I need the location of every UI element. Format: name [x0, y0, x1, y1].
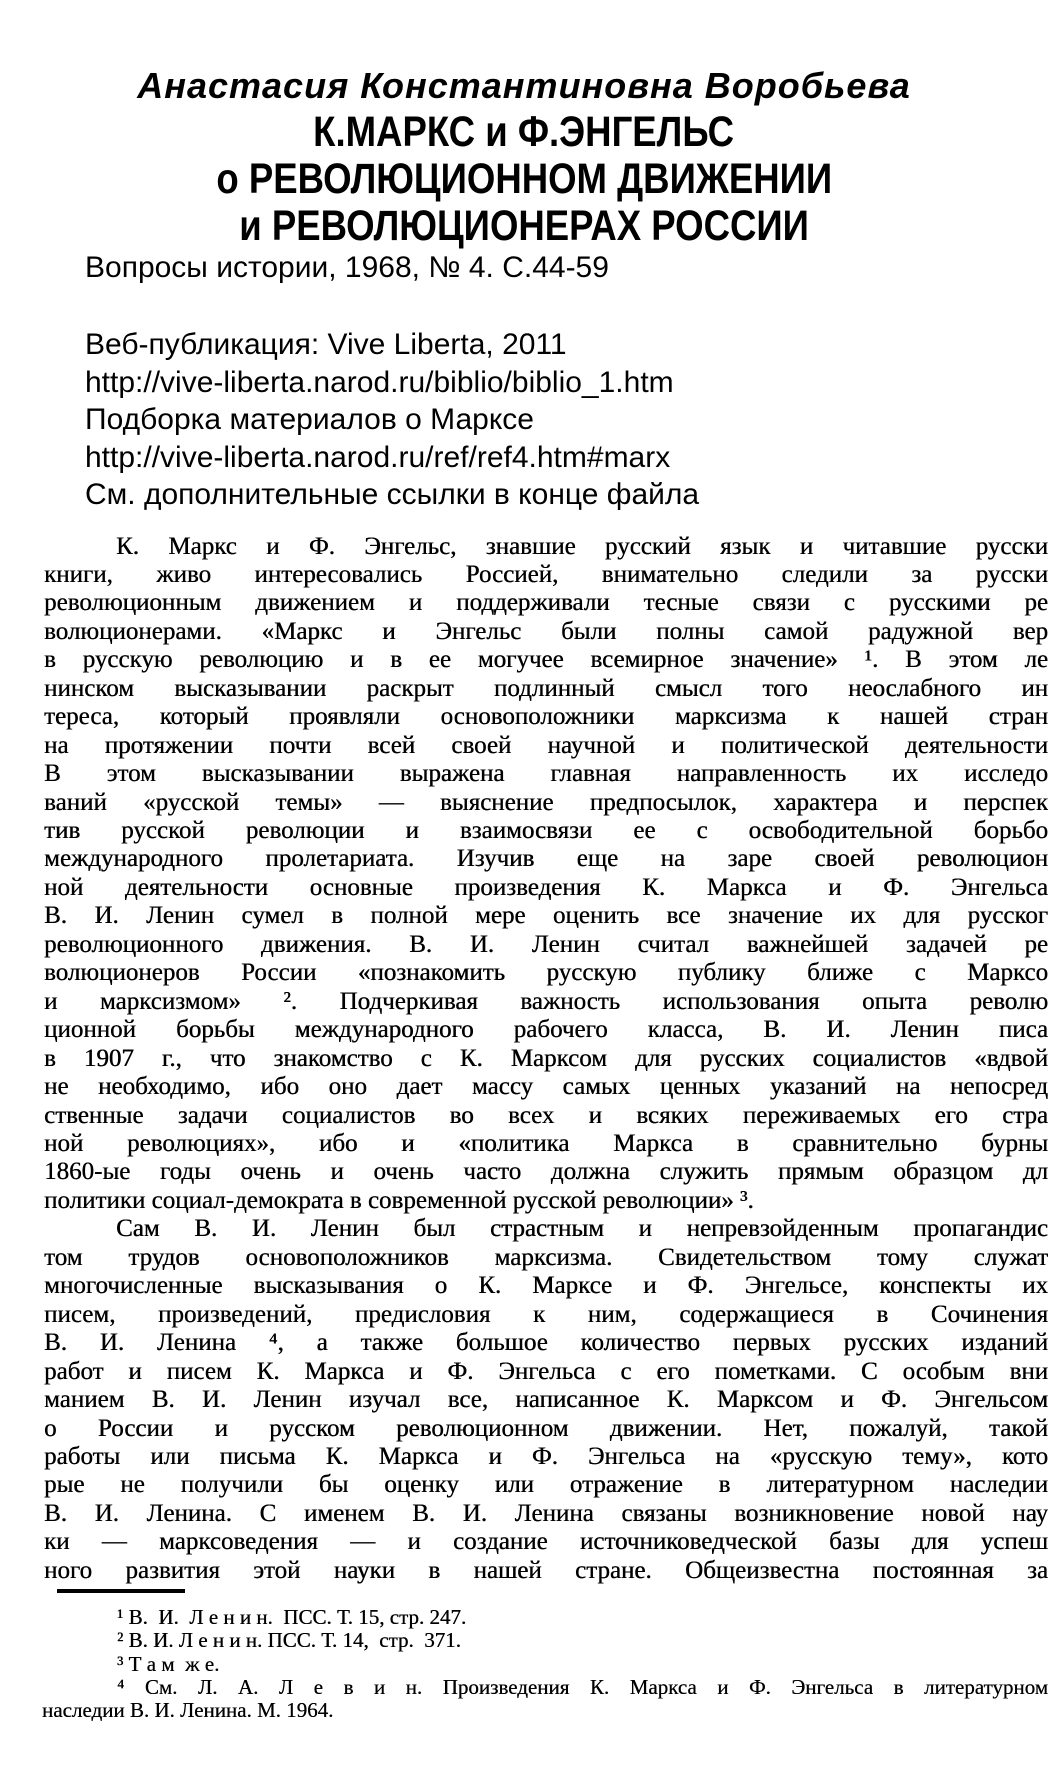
article-line: 1860-ые годы очень и очень часто должна служить прямым образцом дл — [44, 1158, 1048, 1186]
article-line: В. И. Ленин сумел в полной мере оценить все значение их для русског — [44, 902, 1048, 930]
footnote-separator — [57, 1589, 185, 1593]
article-line: и марксизмом» ². Подчеркивая важность использования опыта револю — [44, 987, 1048, 1015]
article-line: в русскую революцию и в ее могучее всемирное значение» ¹. В этом ле — [44, 646, 1048, 674]
webpub-line: http://vive-liberta.narod.ru/biblio/biblio_1.htm — [85, 365, 674, 399]
article-line: революционным движением и поддерживали тесные связи с русскими ре — [44, 589, 1048, 617]
source-citation: Вопросы истории, 1968, № 4. С.44-59 — [85, 251, 609, 284]
article-line: книги, живо интересовались Россией, внимательно следили за русски — [44, 560, 1048, 588]
article-line: К. Маркс и Ф. Энгельс, знавшие русский язык и читавшие русски — [116, 532, 1048, 560]
article-line: о России и русском революционном движении. Нет, пожалуй, такой — [44, 1414, 1048, 1442]
article-line: писем, произведений, предисловия к ним, содержащиеся в Сочинения — [44, 1300, 1048, 1328]
article-line: ного развития этой науки в нашей стране. Общеизвестна постоянная за — [44, 1556, 1048, 1584]
article-line: ной деятельности основные произведения К. Маркса и Ф. Энгельса — [44, 873, 1048, 901]
title-line-1 — [0, 109, 1048, 156]
article-line: ки — марксоведения — и создание источниковедческой базы для успеш — [44, 1528, 1048, 1556]
footnote-line: ⁴ См. Л. А. Л е в и н. Произведения К. Маркса и Ф. Энгельса в литературном — [117, 1674, 1048, 1699]
title-line-2 — [0, 156, 1048, 203]
footnotes-block — [42, 1606, 1048, 1722]
article-line: ционной борьбы международного рабочего класса, В. И. Ленин писа — [44, 1016, 1048, 1044]
article-line: международного пролетариата. Изучив еще на заре своей революцион — [44, 845, 1048, 873]
article-line: ной революциях», ибо и «политика Маркса в сравнительно бурны — [44, 1130, 1048, 1158]
title-line-3 — [0, 203, 1048, 250]
article-line: ваний «русской темы» — выяснение предпосылок, характера и перспек — [44, 788, 1048, 816]
article-line: тереса, который проявляли основоположники марксизма к нашей стран — [44, 703, 1048, 731]
article-line: многочисленные высказывания о К. Марксе и Ф. Энгельсе, конспекты их — [44, 1272, 1048, 1300]
article-line: на протяжении почти всей своей научной и политической деятельности — [44, 731, 1048, 759]
article-line: революционного движения. В. И. Ленин считал важнейшей задачей ре — [44, 930, 1048, 958]
article-line: В. И. Ленина. С именем В. И. Ленина связаны возникновение новой нау — [44, 1499, 1048, 1527]
webpub-line: См. дополнительные ссылки в конце файла — [85, 478, 700, 511]
article-line: В. И. Ленина ⁴, а также большое количество первых русских изданий — [44, 1329, 1048, 1357]
article-line: политики социал-демократа в современной русской революции» ³. — [44, 1186, 754, 1214]
footnote-line: ³ Т а м ж е. — [117, 1651, 220, 1676]
article-body — [44, 533, 1048, 1586]
footnote-line: ¹ В. И. Л е н и н. ПСС. Т. 15, стр. 247. — [117, 1605, 467, 1630]
webpub-line: Веб-публикация: Vive Liberta, 2011 — [85, 328, 567, 361]
footnote-line: ² В. И. Л е н и н. ПСС. Т. 14, стр. 371. — [117, 1628, 461, 1653]
article-line: волюционеров России «познакомить русскую публику ближе с Марксо — [44, 959, 1048, 987]
article-line: том трудов основоположников марксизма. Свидетельством тому служат — [44, 1243, 1048, 1271]
article-line: тив русской революции и взаимосвязи ее с освободительной борьбо — [44, 817, 1048, 845]
author-line: Анастасия Константиновна Воробьева — [137, 65, 911, 106]
article-line: работ и писем К. Маркса и Ф. Энгельса с его пометками. С особым вни — [44, 1357, 1048, 1385]
article-line: ственные задачи социалистов во всех и всяких переживаемых его стра — [44, 1101, 1048, 1129]
article-line: нинском высказывании раскрыт подлинный смысл того неослабного ин — [44, 674, 1048, 702]
title-line-3-text: и РЕВОЛЮЦИОНЕРАХ РОССИИ — [239, 202, 809, 250]
article-line: В этом высказывании выражена главная направленность их исследо — [44, 760, 1048, 788]
webpub-line: Подборка материалов о Марксе — [85, 403, 534, 436]
title-line-2-text: о РЕВОЛЮЦИОННОМ ДВИЖЕНИИ — [216, 155, 832, 203]
article-line: Сам В. И. Ленин был страстным и непревзойденным пропагандис — [116, 1215, 1048, 1243]
article-line: работы или письма К. Маркса и Ф. Энгельса на «русскую тему», кото — [44, 1443, 1048, 1470]
article-line: в 1907 г., что знакомство с К. Марксом для русских социалистов «вдвой — [44, 1044, 1048, 1072]
article-line: волюционерами. «Маркс и Энгельс были полны самой радужной вер — [44, 617, 1048, 645]
footnote-line: наследии В. И. Ленина. М. 1964. — [42, 1698, 334, 1723]
webpub-line: http://vive-liberta.narod.ru/ref/ref4.htm#marx — [85, 440, 671, 474]
title-line-1-text: К.МАРКС и Ф.ЭНГЕЛЬС — [313, 108, 735, 156]
article-line: манием В. И. Ленин изучал все, написанное К. Марксом и Ф. Энгельсом — [44, 1386, 1048, 1414]
article-line: рые не получили бы оценку или отражение в литературном наследии — [44, 1471, 1048, 1499]
web-publication-block — [85, 326, 1048, 514]
article-line: не необходимо, ибо оно дает массу самых ценных указаний на непосред — [44, 1073, 1048, 1101]
